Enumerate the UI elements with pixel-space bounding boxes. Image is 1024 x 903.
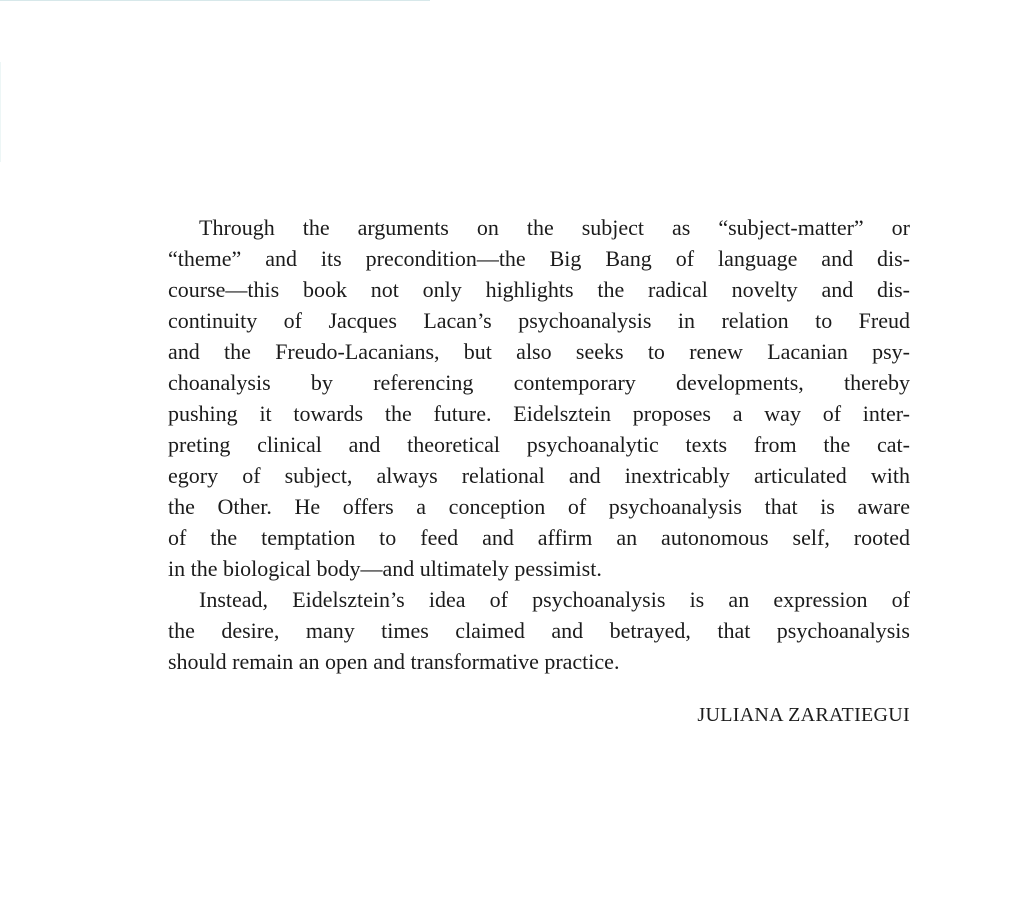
text-line: should remain an open and transformative practice. (168, 649, 620, 674)
text-line: of the temptation to feed and affirm an autonomous self, rooted (168, 525, 910, 550)
text-line: Instead, Eidelsztein’s idea of psychoanalysis is an expression of (199, 587, 910, 612)
text-line: course—this book not only highlights the radical novelty and dis- (168, 277, 910, 302)
text-line: preting clinical and theoretical psychoanalytic texts from the cat- (168, 432, 910, 457)
text-line: the desire, many times claimed and betrayed, that psychoanalysis (168, 618, 910, 643)
text-line: “theme” and its precondition—the Big Bang of language and dis- (168, 246, 910, 271)
text-line: choanalysis by referencing contemporary developments, thereby (168, 370, 910, 395)
text-line: Through the arguments on the subject as “subject-matter” or (199, 215, 910, 240)
text-line: in the biological body—and ultimately pessimist. (168, 556, 602, 581)
text-line: continuity of Jacques Lacan’s psychoanalysis in relation to Freud (168, 308, 910, 333)
paragraph-1 (168, 212, 910, 584)
text-line: egory of subject, always relational and inextricably articulated with (168, 463, 910, 488)
scan-edge-left (0, 62, 1, 162)
text-line: and the Freudo-Lacanians, but also seeks to renew Lacanian psy- (168, 339, 910, 364)
text-line: the Other. He offers a conception of psychoanalysis that is aware (168, 494, 910, 519)
scan-edge-top (0, 0, 430, 1)
paragraph-2 (168, 584, 910, 677)
author-signature: JULIANA ZARATIEGUI (697, 704, 910, 726)
text-line: pushing it towards the future. Eidelsztein proposes a way of inter- (168, 401, 910, 426)
blurb-text (168, 212, 910, 677)
